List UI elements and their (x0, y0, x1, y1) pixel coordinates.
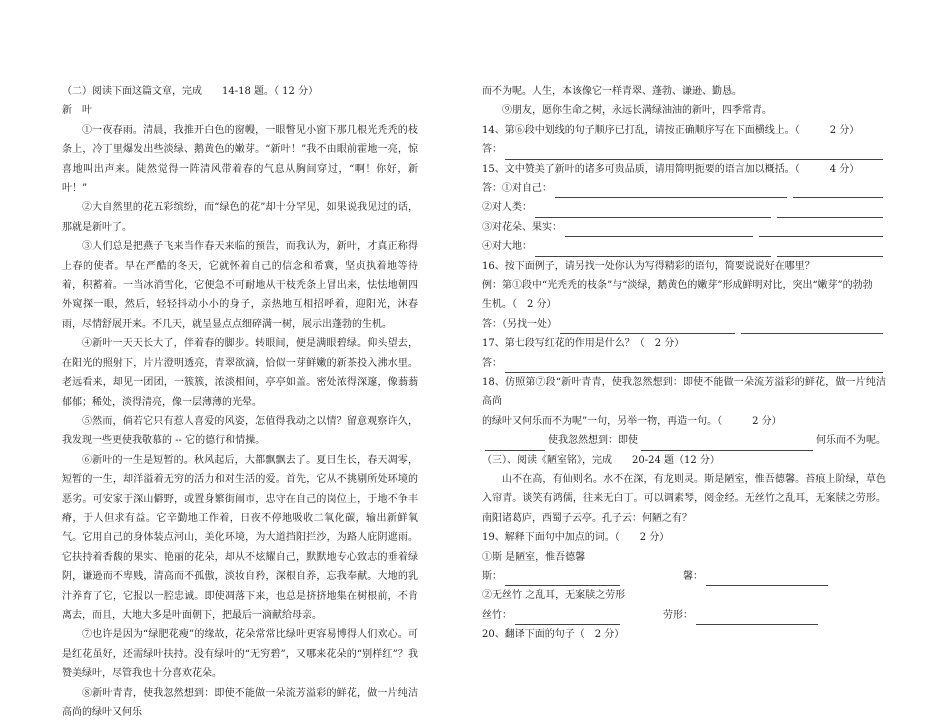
answer-line[interactable] (706, 573, 828, 586)
q19-sentence-1: ①斯 是陋室，惟吾德馨 (482, 551, 586, 563)
paragraph-8: ⑧新叶青青，使我忽然想到：即使不能做一朵流芳溢彩的鲜花，做一片纯洁高尚的绿叶又何乐 (62, 687, 418, 718)
paragraph-2: ②大自然里的花五彩缤纷，而“绿色的花”却十分罕见，如果说我见过的话，那就是新叶了。 (62, 202, 418, 233)
q15-item-3 (482, 218, 886, 237)
q18-answer-row (482, 431, 886, 450)
poem-text: 山不在高，有仙则名。水不在深，有龙则灵。斯是陋室，惟吾德馨。苔痕上阶绿，草色入帘青。谈笑有鸿儒，往来无白丁。可以调素琴，阅金经。无丝竹之乱耳，无案牍之劳形。南阳诸葛庐，西蜀子云亭。孔子云：何陋之有？ (482, 474, 886, 524)
answer-line[interactable] (555, 185, 787, 198)
answer-line[interactable] (505, 360, 883, 373)
q15-item-1 (482, 179, 886, 198)
question-15: 15、文中赞美了新叶的诸多可贵品质，请用简明扼要的语言加以概括。（ 4 分） (482, 163, 860, 175)
answer-label: 答： (482, 357, 502, 369)
answer-line[interactable] (560, 321, 735, 334)
answer-line[interactable] (793, 185, 883, 198)
left-column (62, 82, 418, 722)
q19-term-sizhu: 丝竹： (482, 609, 512, 621)
answer-line[interactable] (777, 244, 883, 257)
q16-answer-label: 答：（另找一处） (482, 318, 557, 330)
paragraph-1: ①一夜春雨。清晨，我推开白色的窗幔，一眼瞥见小窗下那几根光秃秃的枝条上，冷丁里爆发出些淡绿、鹅黄色的嫩芽。“新叶！”我不由眼前霍地一亮，惊喜地叫出声来。陡然觉得一阵清风带着春的气息从胸间穿过，“啊！你好，新叶！” (62, 124, 418, 195)
answer-line[interactable] (505, 147, 883, 160)
answer-line[interactable] (535, 205, 771, 218)
paragraph-4: ④新叶一天天长大了，伴着春的脚步。转眼间，便是满眼碧绿。仰头望去，在阳光的照射下，片片澄明透亮，青翠欲滴，恰似一芽鲜嫩的新茶投入沸水里。老远看来，却见一团团，一簇簇，浓淡相间，亭亭如盖。密处浓得深邃，像蓊蓊郁郁；稀处，淡得清亮，像一层薄薄的光晕。 (62, 338, 418, 408)
paragraph-5: ⑤然而，倘若它只有惹人喜爱的风姿，怎值得我动之以情？留意观察许久，我发现一些更使我敬慕的 -- 它的德行和情操。 (62, 415, 418, 447)
q15-label-3: ③对花朵、果实： (482, 221, 562, 233)
q18-fill-text-b: 何乐而不为呢。 (816, 435, 886, 447)
q15-item-4 (482, 237, 886, 256)
question-20: 20、翻译下面的句子（ 2 分） (482, 629, 625, 641)
answer-line[interactable] (759, 224, 883, 237)
q19-term-xin: 馨： (683, 571, 703, 583)
q16-example: 例：第①段中“光秃秃的枝条”与“淡绿，鹅黄色的嫩芽”形成鲜明对比，突出“嫩芽”的勃勃 (482, 279, 873, 291)
question-18: 18、仿照第⑦段“新叶青青，使我忽然想到：即使不能做一朵流芳溢彩的鲜花，做一片纯洁高尚 (482, 376, 886, 408)
answer-line[interactable] (515, 612, 620, 625)
paragraph-3: ③人们总是把燕子飞来当作春天来临的预告，而我认为，新叶，才真正称得上春的使者。早在严酷的冬天，它就怀着自己的信念和希冀，坚贞执着地等待着，积蓄着。一当冰消雪化，它便急不可耐地从干枝秃条上冒出来，怯怯地朝四外窥探一眼，然后，轻轻抖动小小的身子，亲热地互相招呼着，迎阳光，沐春雨，尽情舒展开来。不几天，就呈显点点细碎满一树，展示出蓬勃的生机。 (62, 241, 418, 330)
paragraph-8-continued: 而不为呢。人生，本该像它一样青翠、蓬勃、谦逊、勤恳。 (482, 86, 742, 97)
q18-fill-text-a: 使我忽然想到：即使 (548, 435, 638, 447)
paragraph-6: ⑥新叶的一生是短暂的。秋风起后，大都飘飘去了。夏日生长，春天凋零，短暂的一生，却洋溢着无穷的活力和对生活的爱。首先，它从不挑剔所处环境的恶劣。可安家于深山僻野，或置身繁街闹市，忠守在自己的岗位上，于地不争丰瘠，于人但求有益。它辛勤地工作着，日夜不停地吸收二氧化碳，输出新鲜氧气。它用自己的身体装点河山，美化环境，为大道挡阳拦沙，为路人庇阴遮雨。它扶持着香馥的果实、艳丽的花朵，却从不炫耀自己，默默地专心致志的垂着绿阴，谦逊而不卑贱，清高而不孤傲，淡妆自矜，深根自养，忘我奉献。大地的乳汁养育了它，它报以一腔忠诚。即使凋落下来，也总是挤挤地集在树根前，不肯离去，而且，大地大多是叶面朝下，把最后一滴献给母亲。 (62, 454, 418, 621)
q15-label-4: ④对大地： (482, 241, 532, 253)
question-19: 19、解释下面句中加点的词。（ 2 分） (482, 532, 670, 544)
q17-answer-row (482, 354, 886, 373)
answer-line[interactable] (777, 205, 883, 218)
answer-line[interactable] (505, 573, 620, 586)
q19-row-2 (482, 606, 886, 625)
answer-line[interactable] (535, 244, 771, 257)
q14-answer-row (482, 140, 886, 159)
question-14: 14、第⑥段中划线的句子顺序已打乱，请按正确顺序写在下面横线上。（ 2 分） (482, 124, 860, 136)
essay-title: 新 叶 (62, 105, 92, 117)
q19-row-1 (482, 567, 886, 586)
answer-line[interactable] (696, 612, 818, 625)
paragraph-9: ⑨朋友，愿你生命之树，永远长满绿油油的新叶，四季常青。 (502, 105, 772, 117)
answer-line[interactable] (741, 321, 883, 334)
right-column (482, 82, 886, 645)
q16-example-cont: 生机。（ 2 分） (482, 299, 557, 311)
question-16: 16、按下面例子，请另找一处你认为写得精彩的语句，简要说说好在哪里？ (482, 260, 815, 272)
answer-line[interactable] (641, 438, 813, 451)
q19-term-si: 斯： (482, 571, 502, 583)
question-17: 17、第七段写红花的作用是什么？（ 2 分） (482, 338, 685, 350)
q15-item-2 (482, 198, 886, 217)
q15-label-2: ②对人类： (482, 202, 532, 214)
q16-answer-row (482, 315, 886, 334)
answer-line[interactable] (565, 224, 753, 237)
section-header: （二）阅读下面这篇文章，完成 14-18 题。（ 12 分） (62, 86, 319, 97)
q19-term-laoxing: 劳形： (663, 609, 693, 621)
answer-label: 答： (482, 144, 502, 156)
question-18-cont: 的绿叶又何乐而不为呢”一句，另举一物，再造一句。（ 2 分） (482, 415, 782, 427)
q15-label-1: 答：①对自己： (482, 183, 552, 194)
section-3-header: （三）、阅读《陋室铭》，完成 20-24 题（12 分） (482, 454, 720, 466)
paragraph-7: ⑦也许是因为“绿肥花瘦”的缘故，花朵常常比绿叶更容易博得人们欢心。可是红花虽好，还需绿叶扶持。没有绿叶的“无穷碧”，又哪来花朵的“别样红”？我赞美绿叶，尽管我也十分喜欢花朵。 (62, 629, 418, 680)
answer-line[interactable] (485, 438, 545, 451)
q19-sentence-2: ②无丝竹 之乱耳，无案牍之劳形 (482, 590, 626, 602)
